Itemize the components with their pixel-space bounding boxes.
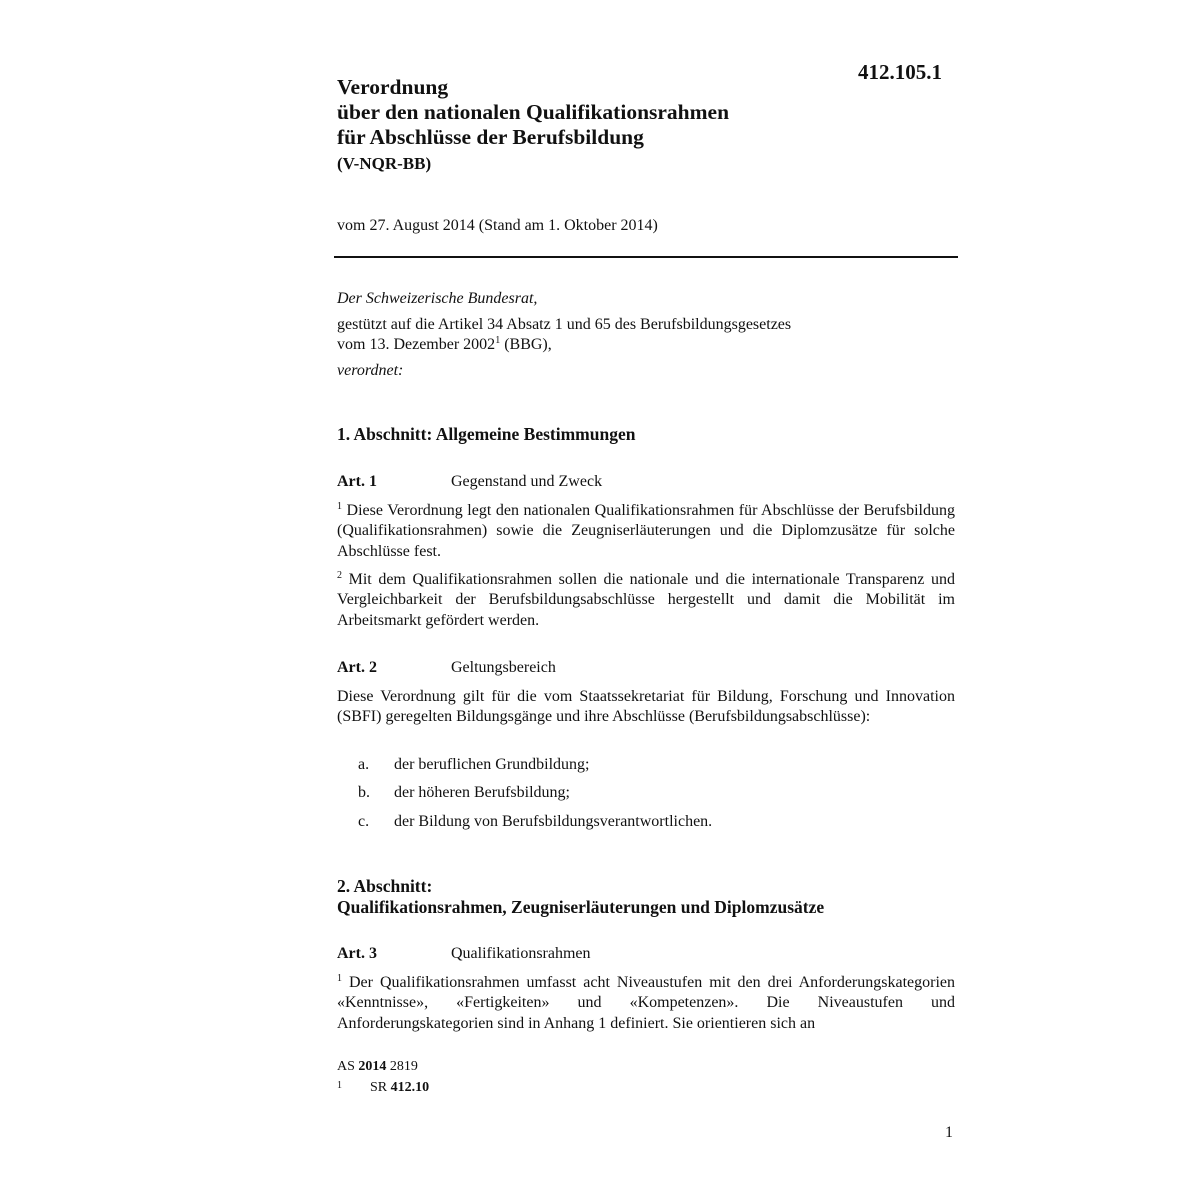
list-item: der beruflichen Grundbildung; bbox=[394, 756, 590, 773]
as-year: 2014 bbox=[358, 1059, 387, 1074]
ordinance-abbreviation: (V-NQR-BB) bbox=[337, 154, 432, 173]
paragraph-number: 1 bbox=[337, 973, 342, 984]
list-item-label: a. bbox=[358, 756, 370, 773]
paragraph-number: 1 bbox=[337, 501, 342, 512]
section-1-heading: 1. Abschnitt: Allgemeine Bestimmungen bbox=[337, 424, 636, 444]
art-2-intro: Diese Verordnung gilt für die vom Staatssekretariat für Bildung, Forschung und Innovation (SBFI) geregelten Bildungsgänge und ihre Abschlüsse (Berufsbildungsabschlüsse): bbox=[337, 688, 955, 726]
list-item-label: c. bbox=[358, 813, 370, 830]
art-3-title: Qualifikationsrahmen bbox=[451, 945, 591, 962]
footnote-ref-1[interactable]: 1 bbox=[495, 335, 501, 346]
title-divider bbox=[334, 256, 958, 258]
art-2-title: Geltungsbereich bbox=[451, 659, 556, 676]
art-1-paragraph-2 bbox=[337, 570, 955, 631]
as-page: 2819 bbox=[386, 1059, 418, 1074]
sr-number: 412.105.1 bbox=[858, 60, 942, 84]
preamble-authority: Der Schweizerische Bundesrat, bbox=[337, 290, 538, 307]
art-3-paragraph-1 bbox=[337, 973, 955, 1034]
title-line-1: Verordnung bbox=[337, 75, 449, 99]
list-item: der Bildung von Berufsbildungsverantwortlichen. bbox=[394, 813, 713, 830]
as-prefix: AS bbox=[337, 1059, 359, 1074]
list-item: der höheren Berufsbildung; bbox=[394, 784, 570, 801]
ordinance-title bbox=[337, 75, 729, 150]
art-1-number: Art. 1 bbox=[337, 473, 377, 490]
as-reference bbox=[337, 1059, 418, 1075]
preamble-basis-line-2 bbox=[337, 335, 552, 355]
ordinance-date: vom 27. August 2014 (Stand am 1. Oktober 2014) bbox=[337, 217, 658, 234]
art-1-paragraph-1 bbox=[337, 501, 955, 562]
preamble-basis-line-1: gestützt auf die Artikel 34 Absatz 1 und 65 des Berufsbildungsgesetzes bbox=[337, 316, 792, 333]
section-2-heading-line-2: Qualifikationsrahmen, Zeugniserläuterungen und Diplomzusätze bbox=[337, 897, 825, 917]
art-2-number: Art. 2 bbox=[337, 659, 377, 676]
section-2-heading bbox=[337, 876, 824, 918]
page-number: 1 bbox=[945, 1124, 953, 1141]
section-2-heading-line-1: 2. Abschnitt: bbox=[337, 876, 433, 896]
preamble-decrees: verordnet: bbox=[337, 362, 404, 379]
list-item-label: b. bbox=[358, 784, 370, 801]
paragraph-text: Der Qualifikationsrahmen umfasst acht Niveaustufen mit den drei Anforderungskategorien «Kenntnisse», «Fertigkeiten» und «Kompetenzen». Die Niveaustufen und Anforderungskategorien sind in Anhang 1 definiert. Sie orientieren sich an bbox=[337, 974, 955, 1032]
footnote-sr-number[interactable]: 412.10 bbox=[390, 1080, 430, 1095]
paragraph-text: Diese Verordnung legt den nationalen Qualifikationsrahmen für Abschlüsse der Berufsbildung (Qualifikationsrahmen) sowie die Zeugniserläuterungen und die Diplomzusätze für solche Abschlüsse fest. bbox=[337, 502, 955, 560]
title-line-3: für Abschlüsse der Berufsbildung bbox=[337, 125, 644, 149]
paragraph-text: Mit dem Qualifikationsrahmen sollen die nationale und die internationale Transparenz und Vergleichbarkeit der Berufsbildungsabschlüsse hergestellt und damit die Mobilität im Arbeitsmarkt gefördert werden. bbox=[337, 571, 955, 629]
preamble-basis-date: vom 13. Dezember 2002 bbox=[337, 336, 496, 353]
footnote-1-text bbox=[370, 1080, 429, 1096]
preamble-basis-abbr: (BBG), bbox=[500, 336, 552, 353]
art-1-title: Gegenstand und Zweck bbox=[451, 473, 603, 490]
paragraph-number: 2 bbox=[337, 570, 342, 581]
title-line-2: über den nationalen Qualifikationsrahmen bbox=[337, 100, 730, 124]
footnote-sr-prefix: SR bbox=[370, 1080, 391, 1095]
footnote-1-number: 1 bbox=[337, 1080, 342, 1091]
art-3-number: Art. 3 bbox=[337, 945, 377, 962]
